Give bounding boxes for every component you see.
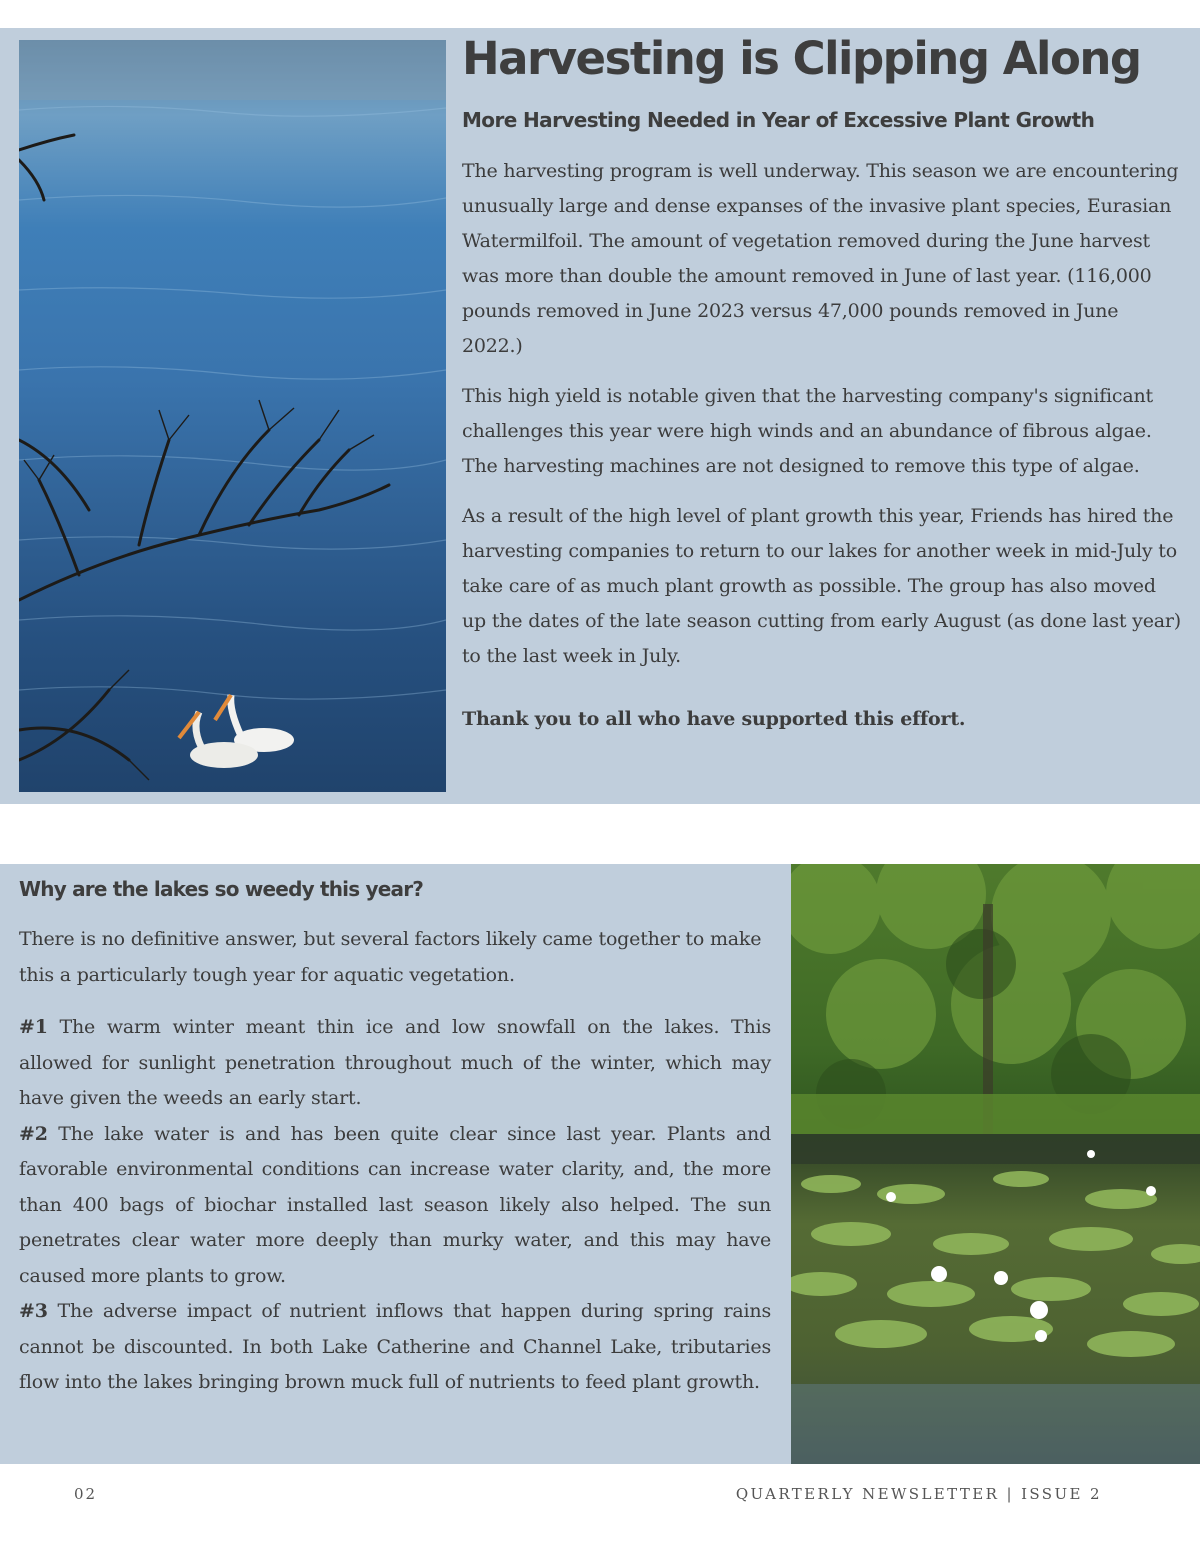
lily-pads-photo [791, 864, 1200, 1464]
newsletter-label: QUARTERLY NEWSLETTER | ISSUE 2 [735, 1485, 1102, 1503]
harvesting-article-panel [0, 28, 1200, 804]
factor-text: The warm winter meant thin ice and low snowfall on the lakes. This allowed for sunlight penetration throughout much of the winter, which may have given the weeds an early start. [19, 1016, 771, 1109]
article-paragraph: This high yield is notable given that the harvesting company's significant challenges this year were high winds and an abundance of fibrous algae. The harvesting machines are not designed to remove this type of algae. [462, 385, 1153, 477]
weedy-lakes-panel [0, 864, 1200, 1464]
factor-text: The lake water is and has been quite clear since last year. Plants and favorable environmental conditions can increase water clarity, and, the more than 400 bags of biochar installed last season likely also helped. The sun penetrates clear water more deeply than murky water, and this may have caused more plants to grow. [19, 1122, 771, 1287]
factor-number: #2 [19, 1122, 48, 1145]
lake-pelicans-photo [19, 40, 446, 792]
article-subtitle: More Harvesting Needed in Year of Excessive Plant Growth [462, 108, 1095, 132]
weedy-body [19, 922, 771, 1401]
article-paragraph: The harvesting program is well underway. This season we are encountering unusually large and dense expanses of the invasive plant species, Eurasian Watermilfoil. The amount of vegetation removed during the June harvest was more than double the amount removed in June of last year. (116,000 pounds removed in June 2023 versus 47,000 pounds removed in June 2022.) [462, 160, 1179, 357]
factor-text: The adverse impact of nutrient inflows that happen during spring rains cannot be discounted. In both Lake Catherine and Channel Lake, tributaries flow into the lakes bringing brown muck full of nutrients to feed plant growth. [19, 1300, 771, 1393]
factor-number: #3 [19, 1300, 48, 1322]
factor-item [19, 1294, 771, 1401]
article-title: Harvesting is Clipping Along [462, 32, 1141, 85]
factor-item [19, 1117, 771, 1295]
article-thanks: Thank you to all who have supported this effort. [462, 708, 966, 730]
page-number: 02 [74, 1485, 98, 1503]
article-body [462, 154, 1184, 752]
weedy-intro: There is no definitive answer, but several factors likely came together to make this a particularly tough year for aquatic vegetation. [19, 928, 762, 986]
factor-number: #1 [19, 1016, 48, 1038]
factor-item [19, 1010, 771, 1117]
weedy-heading: Why are the lakes so weedy this year? [19, 877, 424, 901]
article-paragraph: As a result of the high level of plant growth this year, Friends has hired the harvesting companies to return to our lakes for another week in mid-July to take care of as much plant growth as possible. The group has also moved up the dates of the late season cutting from early August (as done last year) to the last week in July. [462, 505, 1181, 667]
